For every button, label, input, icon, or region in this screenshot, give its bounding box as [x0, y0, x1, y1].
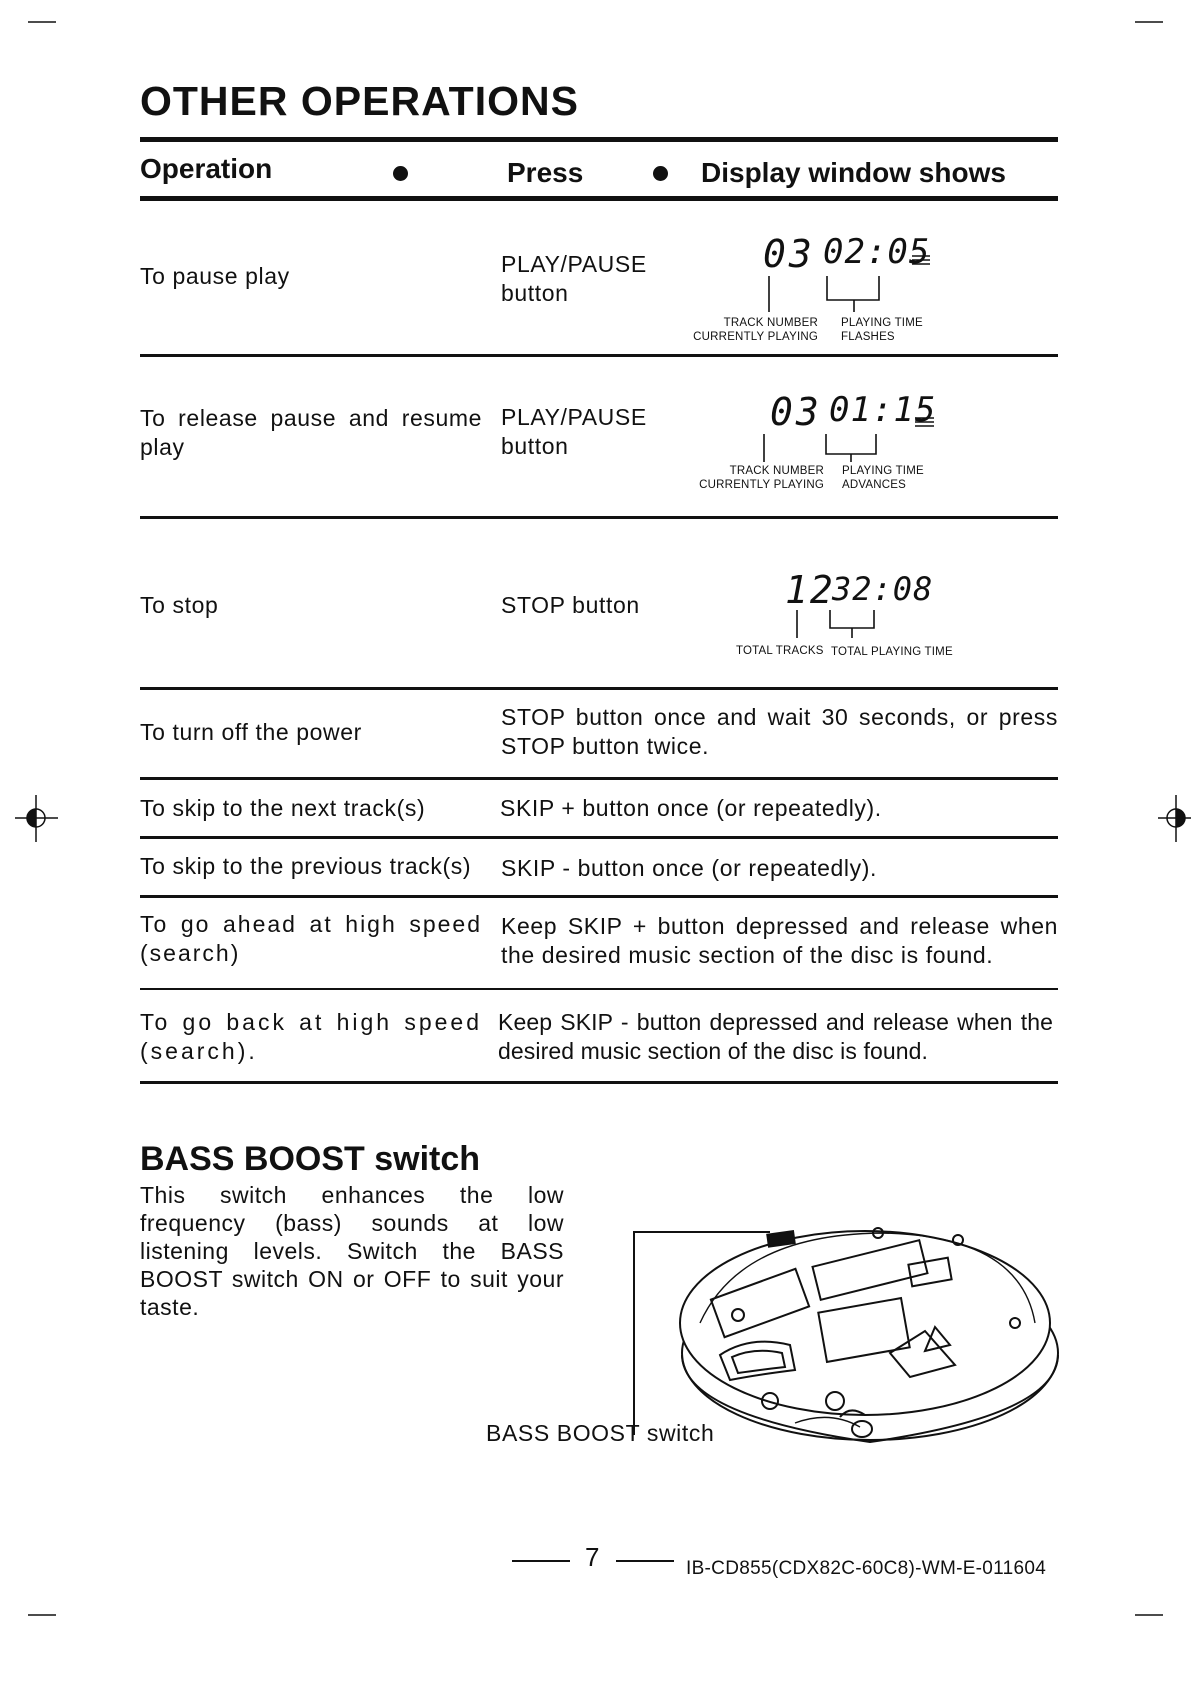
header-display: Display window shows [701, 157, 1006, 188]
row-divider [140, 836, 1058, 839]
lcd-label-line: TRACK NUMBER [729, 465, 824, 477]
header-top-rule [140, 137, 1058, 142]
lcd-track-number: 12 [785, 568, 835, 612]
lcd-display [696, 390, 976, 502]
row-press [501, 403, 647, 461]
callout-line [600, 1220, 780, 1440]
lcd-playing-time: 01:15 [829, 390, 937, 430]
lcd-label-time [841, 316, 923, 344]
lcd-display [730, 568, 970, 668]
header-operation: Operation [140, 153, 273, 184]
row-operation: To release pause and resume play [140, 405, 482, 460]
row-press-line: button [501, 433, 569, 459]
row-press [501, 250, 647, 308]
row-divider [140, 895, 1058, 898]
lcd-label-time [842, 464, 924, 492]
bullet-icon [393, 166, 408, 181]
row-divider [140, 777, 1058, 780]
row-press-line: button [501, 280, 569, 306]
lcd-label-line: CURRENTLY PLAYING [693, 331, 818, 343]
header-bottom-rule [140, 196, 1058, 201]
row-divider [140, 354, 1058, 357]
bass-boost-title: BASS BOOST switch [140, 1140, 481, 1178]
table-bottom-rule [140, 1081, 1058, 1084]
lcd-label-total-time: TOTAL PLAYING TIME [831, 646, 953, 658]
lcd-label-line: PLAYING TIME [841, 317, 923, 329]
row-operation: To turn off the power [140, 719, 362, 745]
lcd-label-line: TRACK NUMBER [723, 317, 818, 329]
row-press-line: PLAY/PAUSE [501, 251, 647, 277]
lcd-label-line: FLASHES [841, 331, 895, 343]
bass-boost-callout-label: BASS BOOST switch [486, 1420, 715, 1446]
lcd-playing-time: 32:08 [832, 570, 934, 608]
row-divider [140, 687, 1058, 690]
row-operation: To stop [140, 592, 219, 618]
row-operation: To skip to the next track(s) [140, 795, 426, 821]
lcd-track-number: 03 [763, 232, 815, 276]
footer-rule-right [616, 1560, 674, 1562]
bass-boost-description: This switch enhances the low frequency (bass) sounds at low listening levels. Switch the BASS BOOST switch ON or OFF to suit your taste. [140, 1182, 564, 1320]
lcd-label-line: ADVANCES [842, 479, 907, 491]
lcd-label-track [696, 464, 824, 492]
lcd-label-track [690, 316, 818, 344]
lcd-label-line: CURRENTLY PLAYING [699, 479, 824, 491]
lcd-playing-time: 02:05 [823, 232, 931, 272]
row-operation: To go back at high speed (search). [140, 1009, 482, 1064]
lcd-display [690, 232, 970, 344]
row-operation: To skip to the previous track(s) [140, 853, 472, 879]
row-press: Keep SKIP - button depressed and release when the desired music section of the disc is found. [498, 1009, 1053, 1064]
row-divider [140, 516, 1058, 519]
row-press: SKIP - button once (or repeatedly). [501, 855, 877, 881]
lcd-track-number: 03 [770, 390, 822, 434]
lcd-label-tracks: TOTAL TRACKS [736, 645, 824, 657]
row-press: Keep SKIP + button depressed and release when the desired music section of the disc is found. [501, 913, 1058, 968]
row-press: STOP button [501, 592, 640, 618]
row-operation: To pause play [140, 263, 290, 289]
row-operation: To go ahead at high speed (search) [140, 911, 482, 966]
document-code: IB-CD855(CDX82C-60C8)-WM-E-011604 [686, 1558, 1047, 1579]
header-press: Press [507, 157, 584, 188]
row-divider [140, 988, 1058, 990]
row-press-line: PLAY/PAUSE [501, 404, 647, 430]
page-title: OTHER OPERATIONS [140, 78, 579, 124]
footer-rule-left [512, 1560, 570, 1562]
row-press: STOP button once and wait 30 seconds, or press STOP button twice. [501, 704, 1058, 759]
bullet-icon [653, 166, 668, 181]
page-number: 7 [585, 1542, 600, 1572]
row-press: SKIP + button once (or repeatedly). [500, 795, 882, 821]
lcd-label-line: PLAYING TIME [842, 465, 924, 477]
